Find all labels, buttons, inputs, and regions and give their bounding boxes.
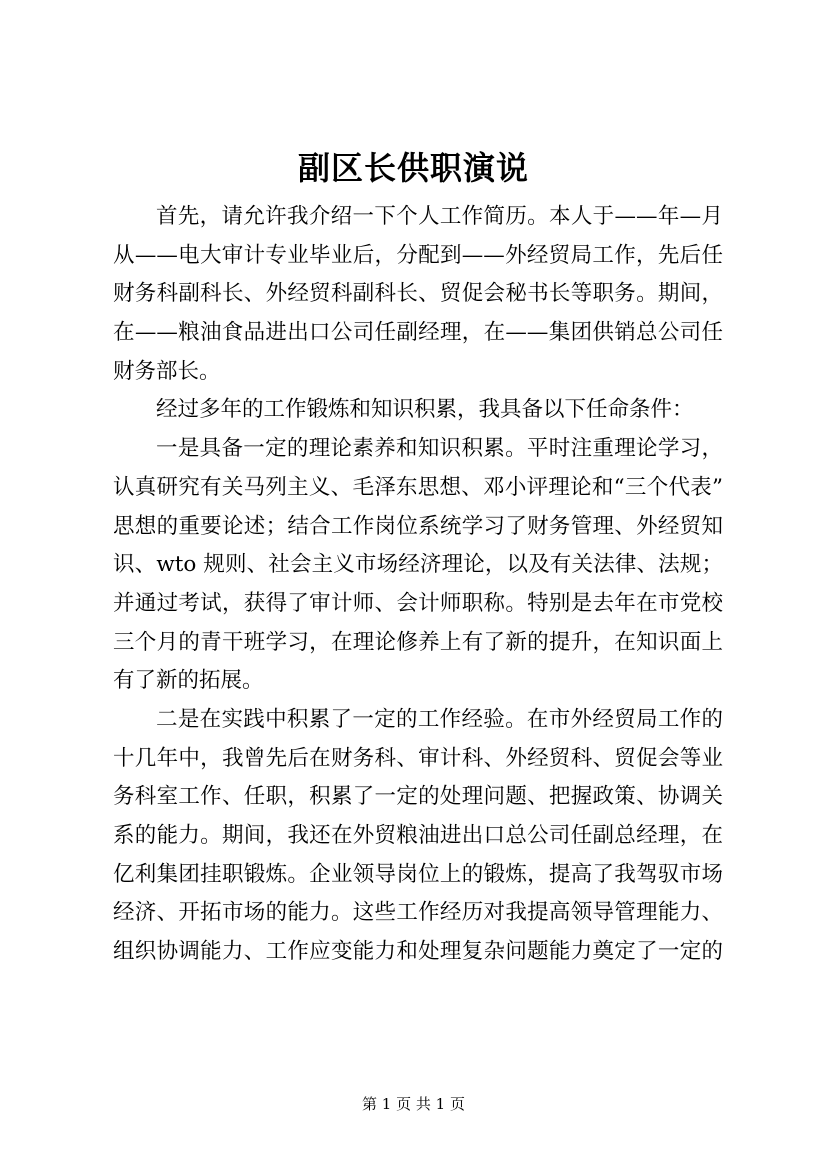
paragraph-line: 认真研究有关马列主义、毛泽东思想、邓小评理论和“三个代表”	[113, 474, 723, 500]
paragraph-line: 务科室工作、任职，积累了一定的处理问题、把握政策、协调关	[113, 784, 723, 810]
document-title: 副区长供职演说	[297, 149, 529, 187]
paragraph-line: 二是在实践中积累了一定的工作经验。在市外经贸局工作的	[156, 706, 723, 732]
page-footer: 第 1 页 共 1 页	[362, 1095, 465, 1113]
paragraph-line: 思想的重要论述；结合工作岗位系统学习了财务管理、外经贸知	[113, 513, 723, 539]
paragraph-line: 从——电大审计专业毕业后，分配到——外经贸局工作，先后任	[113, 242, 723, 268]
paragraph-line: 首先，请允许我介绍一下个人工作简历。本人于——年—月	[156, 204, 723, 229]
paragraph-line: 经过多年的工作锻炼和知识积累，我具备以下任命条件：	[156, 397, 694, 423]
paragraph-line: 三个月的青干班学习，在理论修养上有了新的提升，在知识面上	[113, 629, 723, 655]
paragraph-line: 亿利集团挂职锻炼。企业领导岗位上的锻炼，提高了我驾驭市场	[113, 861, 723, 887]
paragraph-line: 财务部长。	[113, 358, 221, 384]
paragraph-line: 并通过考试，获得了审计师、会计师职称。特别是去年在市党校	[113, 590, 723, 616]
paragraph-line: 十几年中，我曾先后在财务科、审计科、外经贸科、贸促会等业	[113, 745, 723, 771]
paragraph-line: 系的能力。期间，我还在外贸粮油进出口总公司任副总经理，在	[113, 823, 723, 848]
paragraph-line: 经济、开拓市场的能力。这些工作经历对我提高领导管理能力、	[113, 900, 723, 926]
paragraph-line: 有了新的拓展。	[113, 668, 264, 694]
paragraph-line: 组织协调能力、工作应变能力和处理复杂问题能力奠定了一定的	[113, 939, 723, 965]
paragraph-line: 一是具备一定的理论素养和知识积累。平时注重理论学习，	[156, 436, 723, 462]
paragraph-line: 在——粮油食品进出口公司任副经理，在——集团供销总公司任	[113, 320, 723, 346]
document-body	[113, 198, 723, 972]
paragraph-line: 识、wto 规则、社会主义市场经济理论，以及有关法律、法规；	[113, 552, 723, 578]
paragraph-line: 财务科副科长、外经贸科副科长、贸促会秘书长等职务。期间，	[113, 281, 723, 307]
